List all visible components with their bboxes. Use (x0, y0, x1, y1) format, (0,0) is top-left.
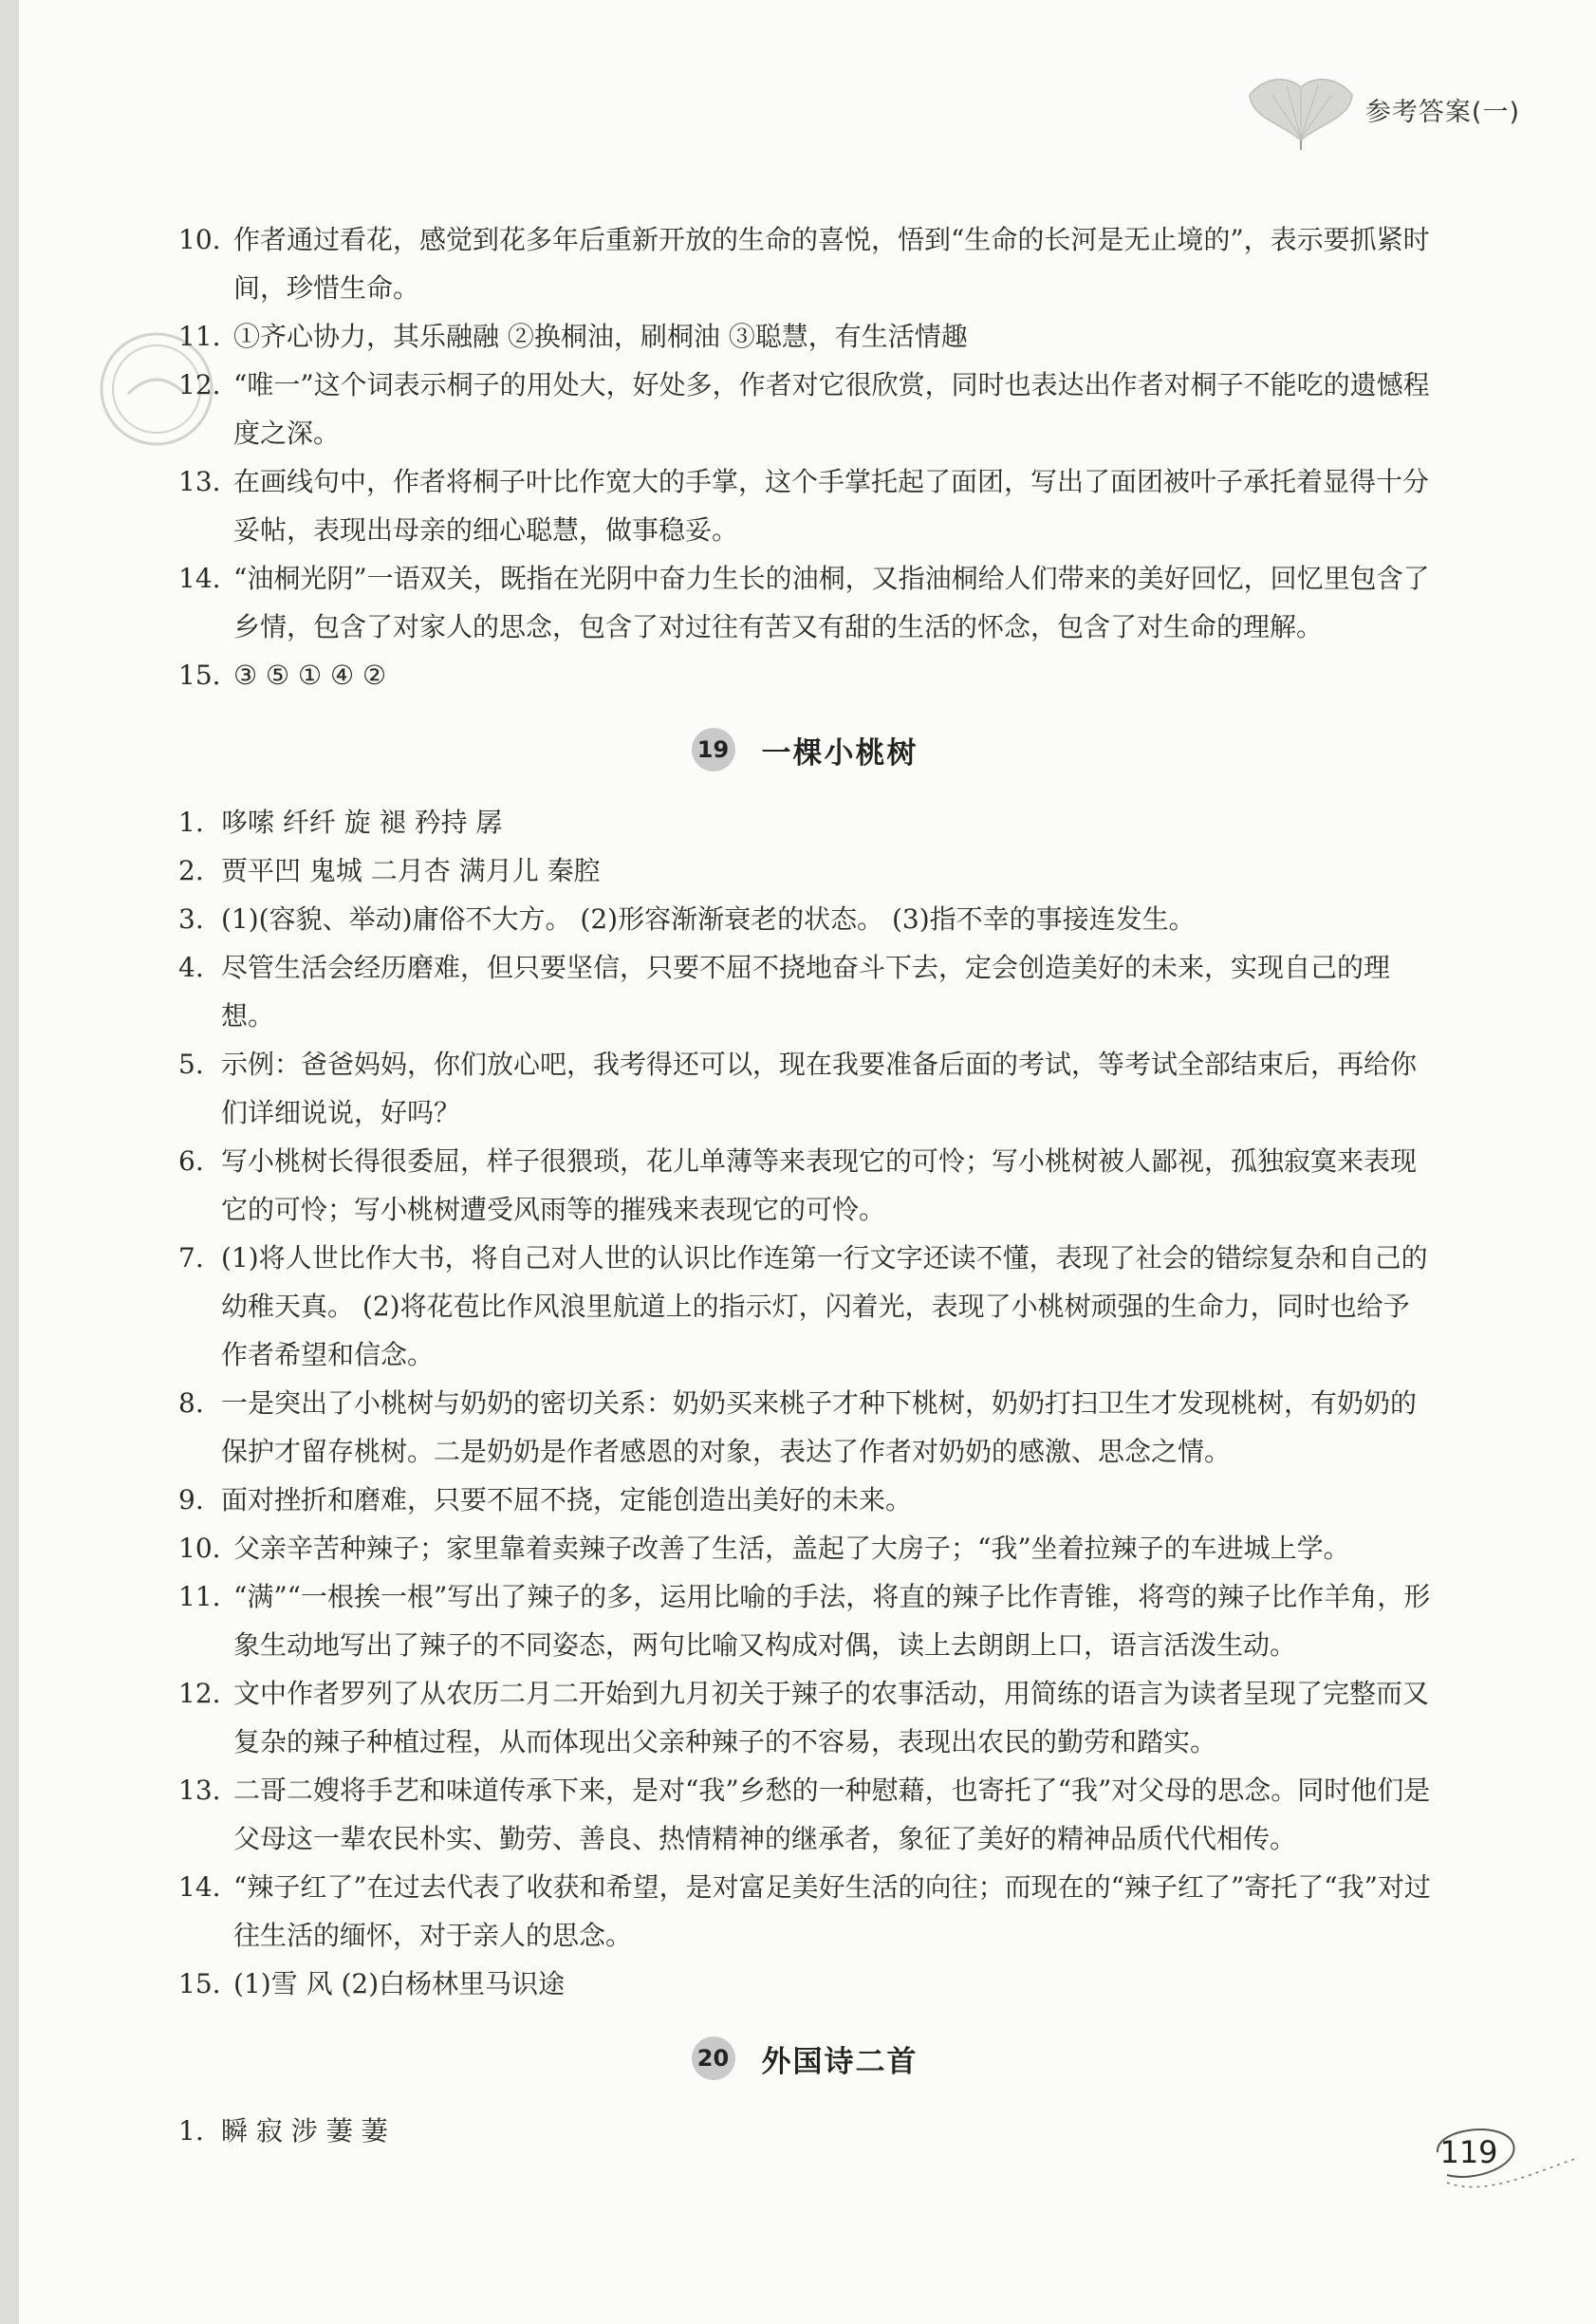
item-number: 3. (178, 903, 204, 935)
list-item (178, 2107, 1431, 2155)
item-number: 9. (178, 1484, 204, 1515)
item-text: 二哥二嫂将手艺和味道传承下来，是对“我”乡愁的一种慰藉，也寄托了“我”对父母的思念。同时他们是父母这一辈农民朴实、勤劳、善良、热情精神的继承者，象征了美好的精神品质代代相传。 (233, 1775, 1431, 1854)
item-text: (1)(容貌、举动)庸俗不大方。 (2)形容渐渐衰老的状态。 (3)指不幸的事接连发生。 (221, 903, 1196, 935)
item-number: 10. (178, 1533, 221, 1564)
item-number: 12. (178, 1678, 221, 1709)
list-item (178, 312, 1431, 361)
list-item (178, 361, 1431, 457)
list-item (178, 651, 1431, 699)
list-item (178, 798, 1431, 846)
item-number: 14. (178, 563, 221, 594)
item-text: 尽管生活会经历磨难，但只要坚信，只要不屈不挠地奋斗下去，定会创造美好的未来，实现自己的理想。 (221, 952, 1391, 1032)
page-header (1244, 66, 1520, 152)
item-number: 1. (178, 807, 204, 838)
item-number: 4. (178, 952, 204, 983)
item-number: 11. (178, 321, 221, 352)
item-text: “油桐光阴”一语双关，既指在光阴中奋力生长的油桐，又指油桐给人们带来的美好回忆，回忆里包含了乡情，包含了对家人的思念，包含了对过往有苦又有甜的生活的怀念，包含了对生命的理解。 (233, 563, 1430, 642)
list-item (178, 457, 1431, 554)
list-item (178, 1572, 1431, 1669)
item-number: 12. (178, 369, 221, 400)
item-number: 13. (178, 466, 221, 497)
item-text: 在画线句中，作者将桐子叶比作宽大的手掌，这个手掌托起了面团，写出了面团被叶子承托着显得十分妥帖，表现出母亲的细心聪慧，做事稳妥。 (233, 466, 1430, 546)
section-continued (178, 215, 1431, 699)
list-item (178, 1379, 1431, 1476)
item-text: 面对挫折和磨难，只要不屈不挠，定能创造出美好的未来。 (221, 1484, 913, 1515)
item-number: 14. (178, 1871, 221, 1903)
item-text: 父亲辛苦种辣子；家里靠着卖辣子改善了生活，盖起了大房子；“我”坐着拉辣子的车进城上学。 (233, 1533, 1350, 1564)
header-title: 参考答案(一) (1364, 97, 1520, 127)
section-title: 外国诗二首 (761, 2044, 919, 2079)
item-text: 一是突出了小桃树与奶奶的密切关系：奶奶买来桃子才种下桃树，奶奶打扫卫生才发现桃树，有奶奶的保护才留存桃树。二是奶奶是作者感恩的对象，表达了作者对奶奶的感激、思念之情。 (221, 1387, 1418, 1467)
page-edge-shadow (0, 0, 19, 2324)
section-heading-19 (178, 707, 1431, 792)
section-20 (178, 2107, 1431, 2155)
list-item (178, 1234, 1431, 1379)
list-item (178, 554, 1431, 651)
section-title: 一棵小桃树 (761, 735, 919, 771)
list-item (178, 895, 1431, 943)
item-number: 2. (178, 855, 204, 886)
item-text: 瞬 寂 涉 萋 萋 (221, 2115, 388, 2147)
item-text: “满”“一根挨一根”写出了辣子的多，运用比喻的手法，将直的辣子比作青锥，将弯的辣子比作羊角，形象生动地写出了辣子的不同姿态，两句比喻又构成对偶，读上去朗朗上口，语言活泼生动。 (233, 1581, 1431, 1661)
page-number: 119 (1439, 2134, 1498, 2170)
section-heading-20 (178, 2016, 1431, 2101)
answer-content (178, 215, 1431, 2155)
item-text: (1)雪 风 (2)白杨林里马识途 (233, 1968, 566, 1999)
item-text: 写小桃树长得很委屈，样子很猥琐，花儿单薄等来表现它的可怜；写小桃树被人鄙视，孤独寂寞来表现它的可怜；写小桃树遭受风雨等的摧残来表现它的可怜。 (221, 1145, 1418, 1225)
item-number: 11. (178, 1581, 221, 1612)
item-text: 示例：爸爸妈妈，你们放心吧，我考得还可以，现在我要准备后面的考试，等考试全部结束后，再给你们详细说说，好吗？ (221, 1049, 1418, 1128)
list-item (178, 1040, 1431, 1137)
item-number: 6. (178, 1145, 204, 1177)
item-text: “唯一”这个词表示桐子的用处大，好处多，作者对它很欣赏，同时也表达出作者对桐子不能吃的遗憾程度之深。 (233, 369, 1430, 449)
list-item (178, 215, 1431, 312)
ginkgo-leaf-icon (1244, 66, 1358, 152)
item-number: 10. (178, 224, 221, 255)
list-item (178, 846, 1431, 895)
list-item (178, 943, 1431, 1040)
item-text: “辣子红了”在过去代表了收获和希望，是对富足美好生活的向往；而现在的“辣子红了”寄托了“我”对过往生活的缅怀，对于亲人的思念。 (233, 1871, 1431, 1951)
item-text: 哆嗦 纤纤 旋 褪 矜持 孱 (221, 807, 503, 838)
section-number-badge: 19 (692, 728, 735, 772)
item-text: ①齐心协力，其乐融融 ②换桐油，刷桐油 ③聪慧，有生活情趣 (233, 321, 968, 352)
section-number-badge: 20 (692, 2036, 735, 2080)
item-number: 13. (178, 1775, 221, 1806)
list-item (178, 1476, 1431, 1524)
item-text: 作者通过看花，感觉到花多年后重新开放的生命的喜悦，悟到“生命的长河是无止境的”，表示要抓紧时间，珍惜生命。 (233, 224, 1430, 304)
item-text: 文中作者罗列了从农历二月二开始到九月初关于辣子的农事活动，用简练的语言为读者呈现了完整而又复杂的辣子种植过程，从而体现出父亲种辣子的不容易，表现出农民的勤劳和踏实。 (233, 1678, 1430, 1757)
section-19 (178, 798, 1431, 2008)
list-item (178, 1669, 1431, 1766)
item-text: (1)将人世比作大书，将自己对人世的认识比作连第一行文字还读不懂，表现了社会的错综复杂和自己的幼稚天真。 (2)将花苞比作风浪里航道上的指示灯，闪着光，表现了小桃树顽强的生命力，同时也给予作者希望和信念。 (221, 1242, 1428, 1370)
list-item (178, 1863, 1431, 1960)
list-item (178, 1524, 1431, 1572)
item-text: 贾平凹 鬼城 二月杏 满月儿 秦腔 (221, 855, 601, 886)
list-item (178, 1137, 1431, 1234)
list-item (178, 1766, 1431, 1863)
item-number: 15. (178, 1968, 221, 1999)
item-number: 1. (178, 2115, 204, 2147)
item-number: 7. (178, 1242, 204, 1274)
page-number-area (1419, 2107, 1580, 2211)
item-number: 8. (178, 1387, 204, 1419)
item-text: ③ ⑤ ① ④ ② (233, 660, 387, 691)
item-number: 5. (178, 1049, 204, 1080)
item-number: 15. (178, 660, 221, 691)
list-item (178, 1960, 1431, 2008)
